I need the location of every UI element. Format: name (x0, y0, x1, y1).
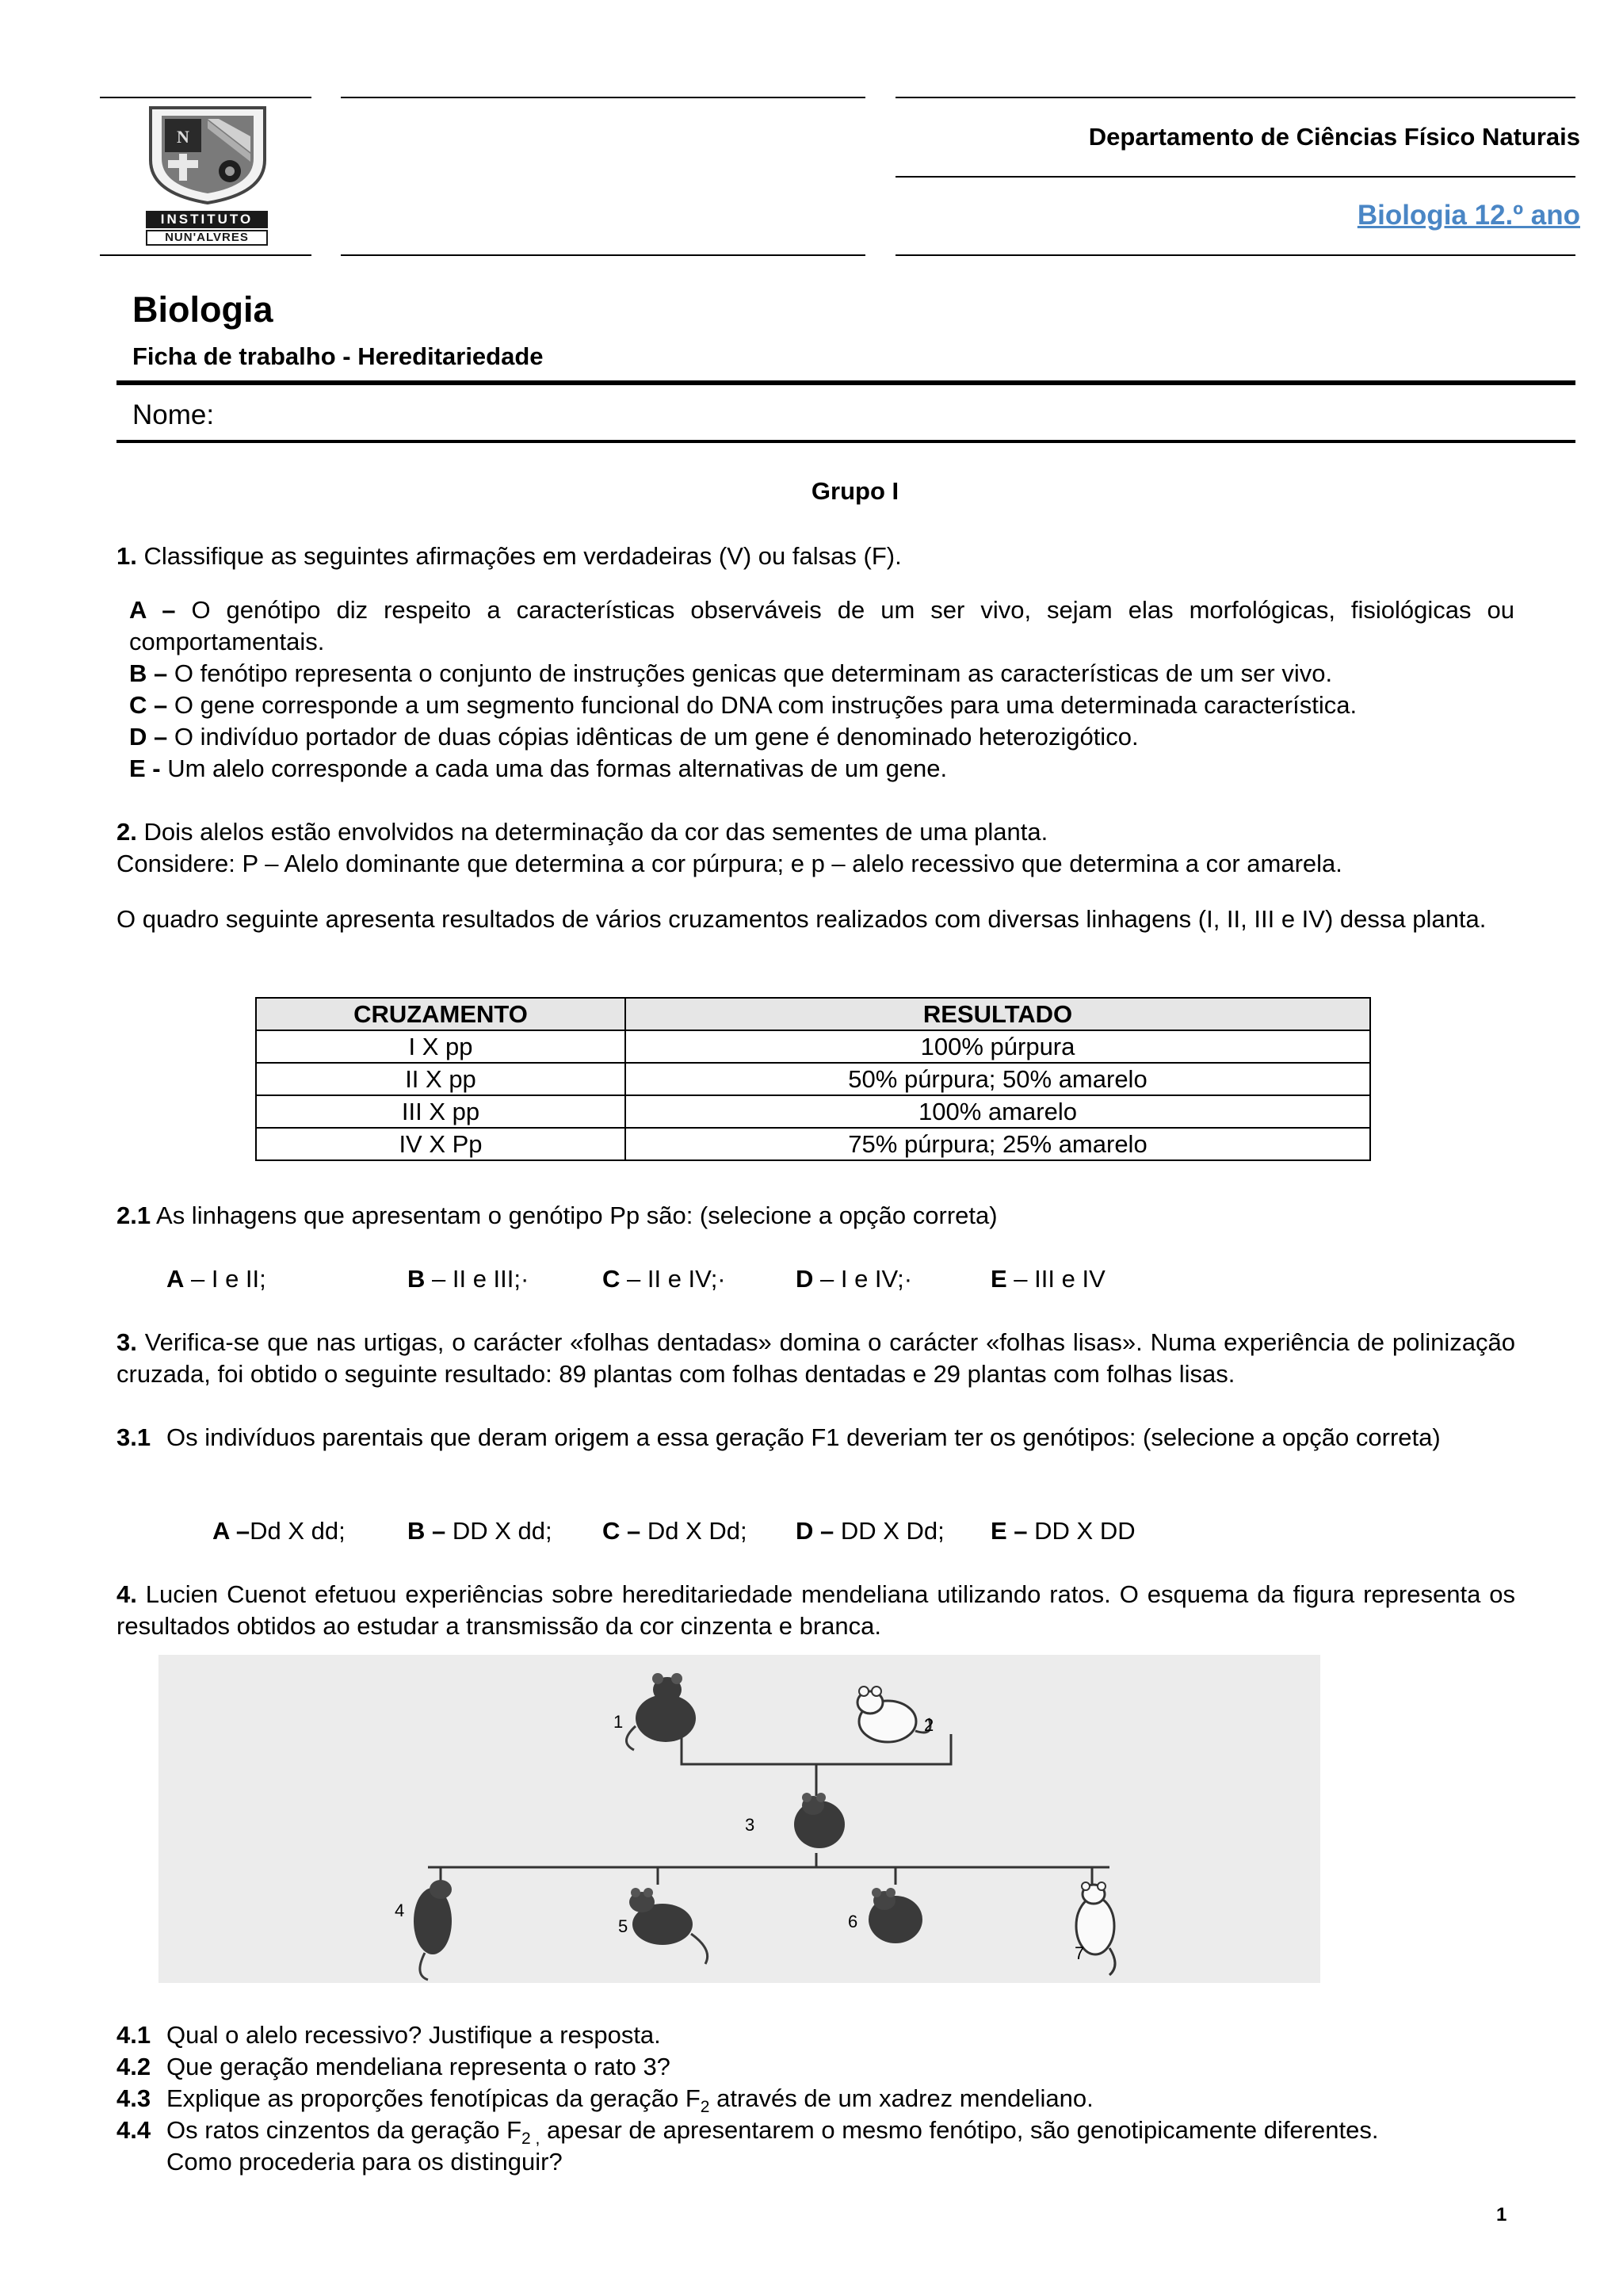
name-label: Nome: (132, 399, 215, 430)
title-rule-bottom (116, 440, 1575, 443)
table-cell: II X pp (256, 1063, 625, 1095)
statement-label: B – (129, 659, 168, 687)
school-logo (144, 105, 271, 247)
question-number: 4.3 (116, 2084, 151, 2112)
question-4-1-text: Qual o alelo recessivo? Justifique a resposta. (166, 2021, 661, 2049)
text-part: apesar de apresentarem o mesmo fenótipo, são genotipicamente diferentes. (540, 2116, 1379, 2144)
table-row (256, 1095, 1370, 1128)
school-crest-icon (144, 105, 271, 206)
option-label: D – (796, 1517, 834, 1545)
question-text: As linhagens que apresentam o genótipo Pp são: (selecione a opção correta) (151, 1201, 998, 1229)
rat-number-label: 3 (745, 1815, 755, 1835)
option-text: – II e IV;· (620, 1265, 726, 1293)
question-1 (116, 541, 1515, 572)
statement-label: C – (129, 691, 168, 719)
option-label: C – (602, 1517, 641, 1545)
question-text: Lucien Cuenot efetuou experiências sobre hereditariedade mendeliana utilizando ratos. O esquema da figura representa os resultados obtidos ao estudar a transmissão da cor cinzenta e branca. (116, 1580, 1515, 1640)
header-rule-left-bottom (100, 254, 311, 256)
question-2-consider: Considere: P – Alelo dominante que determina a cor púrpura; e p – alelo recessivo que determina a cor amarela. (116, 850, 1342, 877)
statement-text: O indivíduo portador de duas cópias idênticas de um gene é denominado heterozigótico. (167, 723, 1139, 751)
option-3-1-c (602, 1515, 747, 1547)
option-2-1-c (602, 1263, 726, 1295)
course-title: Biologia 12.º ano (1357, 200, 1580, 231)
statement-a (129, 594, 1514, 658)
option-label: C (602, 1265, 621, 1293)
question-number: 4.1 (116, 2021, 151, 2049)
option-text: DD X DD (1027, 1517, 1136, 1545)
white-rat-icon (857, 1687, 930, 1742)
table-cell: 100% púrpura (625, 1030, 1370, 1063)
page-number: 1 (1496, 2204, 1507, 2225)
question-number: 2.1 (116, 1201, 151, 1229)
title-rule-top (116, 380, 1575, 385)
statement-label: E - (129, 755, 161, 782)
header-rule-mid-top (341, 97, 865, 98)
subject-title: Biologia (132, 289, 273, 330)
grey-rat-icon (869, 1888, 922, 1943)
svg-text:N: N (177, 127, 189, 147)
question-text: Dois alelos estão envolvidos na determinação da cor das sementes de uma planta. (136, 818, 1048, 846)
question-2-intro: O quadro seguinte apresenta resultados de vários cruzamentos realizados com diversas linhagens (I, II, III e IV) dessa planta. (116, 905, 1487, 933)
option-text: – I e IV;· (813, 1265, 913, 1293)
group-title: Grupo I (811, 477, 899, 505)
table-cell: IV X Pp (256, 1128, 625, 1160)
logo-text-nunalvres: NUN'ALVRES (146, 230, 268, 246)
subscript: 2 , (521, 2130, 540, 2149)
question-number: 4.2 (116, 2053, 151, 2080)
option-label: A (166, 1265, 185, 1293)
option-text: – I e II; (184, 1265, 266, 1293)
option-2-1-d (796, 1263, 912, 1295)
grey-rat-icon (629, 1888, 708, 1964)
option-text: Dd X Dd; (640, 1517, 747, 1545)
header-rule-right-bottom (896, 254, 1575, 256)
option-label: D (796, 1265, 814, 1293)
logo-text-instituto: INSTITUTO (146, 211, 268, 228)
worksheet-title: Ficha de trabalho - Hereditariedade (132, 342, 544, 370)
option-label: E (991, 1265, 1007, 1293)
option-3-1-d (796, 1515, 945, 1547)
grey-rat-icon (626, 1673, 696, 1750)
header-rule-left-top (100, 97, 311, 98)
table-header: RESULTADO (625, 998, 1370, 1030)
table-cell: I X pp (256, 1030, 625, 1063)
question-number: 3.1 (116, 1423, 151, 1451)
question-number: 3. (116, 1328, 137, 1356)
table-row (256, 1063, 1370, 1095)
option-label: B (407, 1265, 426, 1293)
question-text: Classifique as seguintes afirmações em verdadeiras (V) ou falsas (F). (136, 542, 902, 570)
text-part: através de um xadrez mendeliano. (709, 2084, 1094, 2112)
rat-number-label: 4 (395, 1901, 405, 1920)
option-text: Dd X dd; (250, 1517, 346, 1545)
rat-number-label: 6 (848, 1912, 858, 1931)
option-3-1-e (991, 1515, 1136, 1547)
rat-number-label: 2 (924, 1715, 934, 1735)
header-rule-right-top (896, 97, 1575, 98)
question-2 (116, 816, 1515, 848)
table-cell: 100% amarelo (625, 1095, 1370, 1128)
rat-number-label: 7 (1075, 1943, 1085, 1963)
option-label: E – (991, 1517, 1028, 1545)
question-text: Verifica-se que nas urtigas, o carácter «folhas dentadas» domina o carácter «folhas lisas». Numa experiência de polinização cruzada, foi obtido o seguinte resultado: 89 plantas com folhas dentadas e 29 plantas com folhas lisas. (116, 1328, 1515, 1388)
question-4-4-text-continued: Como procederia para os distinguir? (166, 2148, 563, 2176)
option-text: DD X Dd; (834, 1517, 945, 1545)
question-number: 4. (116, 1580, 137, 1608)
option-3-1-a (212, 1515, 346, 1547)
crosses-table (255, 997, 1371, 1161)
option-2-1-a (166, 1263, 266, 1295)
header-rule-right-mid (896, 176, 1575, 178)
statement-label: D – (129, 723, 168, 751)
question-number: 4.4 (116, 2116, 151, 2144)
table-header-row (256, 998, 1370, 1030)
statement-b (129, 658, 1528, 690)
department-name: Departamento de Ciências Físico Naturais (1088, 123, 1580, 151)
table-row (256, 1030, 1370, 1063)
question-3-1-text: Os indivíduos parentais que deram origem a essa geração F1 deveriam ter os genótipos: (selecione a opção correta) (166, 1423, 1441, 1451)
rat-cross-figure (158, 1655, 1320, 1983)
statement-text: O gene corresponde a um segmento funcional do DNA com instruções para uma determinada característica. (167, 691, 1358, 719)
statement-label: A – (129, 596, 176, 624)
statement-d (129, 721, 1528, 753)
statement-c (129, 690, 1528, 721)
text-part: Os ratos cinzentos da geração F (166, 2116, 522, 2144)
option-text: DD X dd; (445, 1517, 552, 1545)
option-3-1-b (407, 1515, 552, 1547)
table-row (256, 1128, 1370, 1160)
question-number: 2. (116, 818, 137, 846)
statement-text: O fenótipo representa o conjunto de instruções genicas que determinam as características de um ser vivo. (167, 659, 1333, 687)
option-2-1-e (991, 1263, 1106, 1295)
statement-e (129, 753, 1528, 785)
grey-rat-icon (794, 1793, 845, 1848)
question-number: 1. (116, 542, 137, 570)
header-rule-mid-bottom (341, 254, 865, 256)
subscript: 2 (700, 2098, 710, 2117)
option-label: A – (212, 1517, 250, 1545)
rat-number-label: 5 (618, 1916, 628, 1936)
rat-cross-diagram (158, 1655, 1320, 1983)
option-label: B – (407, 1517, 446, 1545)
option-text: – III e IV (1006, 1265, 1106, 1293)
rat-number-label: 1 (613, 1712, 624, 1732)
question-4-2-text: Que geração mendeliana representa o rato 3? (166, 2053, 670, 2080)
statement-text: Um alelo corresponde a cada uma das formas alternativas de um gene. (160, 755, 948, 782)
table-header: CRUZAMENTO (256, 998, 625, 1030)
option-2-1-b (407, 1263, 529, 1295)
question-2-1 (116, 1200, 1515, 1232)
grey-rat-icon (414, 1880, 452, 1980)
question-4 (116, 1579, 1515, 1642)
option-text: – II e III;· (425, 1265, 529, 1293)
statement-text: O genótipo diz respeito a características observáveis de um ser vivo, sejam elas morfológicas, fisiológicas ou comportamentais. (129, 596, 1514, 655)
text-part: Explique as proporções fenotípicas da geração F (166, 2084, 701, 2112)
question-3 (116, 1327, 1515, 1390)
table-cell: 50% púrpura; 50% amarelo (625, 1063, 1370, 1095)
table-cell: 75% púrpura; 25% amarelo (625, 1128, 1370, 1160)
table-cell: III X pp (256, 1095, 625, 1128)
